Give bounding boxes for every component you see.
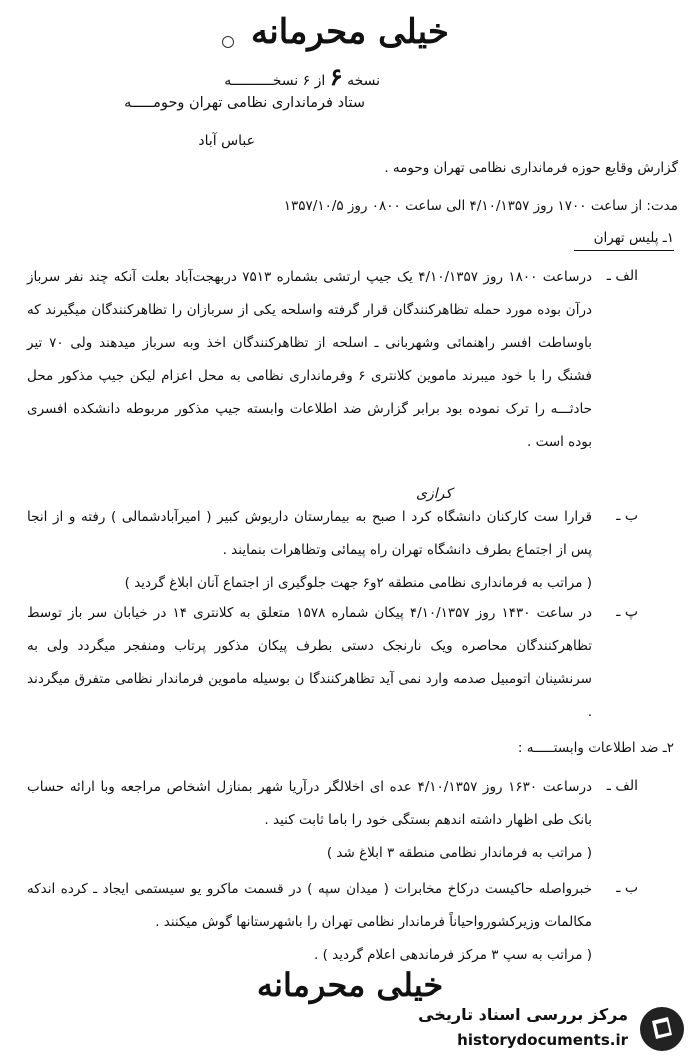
top-classification-stamp: خیلی محرمانه [251, 12, 449, 52]
item-2b-note: ( مراتب به سپ ۳ مرکز فرماندهی اعلام گردید ) . [314, 947, 592, 963]
copy-prefix: نسخه [347, 73, 380, 89]
item-1c-body: در ساعت ۱۴۳۰ روز ۴/۱۰/۱۳۵۷ پیکان شماره ۱۵۷۸ متعلق به کلانتری ۱۴ در خیابان سر باز توسط تظاهرکنندگان محاصره ویک نارنجک دستی بطرف پیکان مذکور پرتاب ومنفجر میگردد ولی به سرنشینان اتومبیل صدمه وارد نمی آید تظاهرکنندگا ن بوسیله ماموین فرماندار نظامی متفرق میگردند . [27, 605, 593, 720]
section-2-title: ۲ـ ضد اطلاعات وابستـــــه : [517, 740, 674, 756]
item-2a-text [27, 771, 592, 870]
item-1a-letter: الف ـ [606, 268, 638, 284]
binder-hole-icon [222, 36, 234, 48]
item-1b-note: ( مراتب به فرمانداری نظامی منطقه ۲و۶ جهت جلوگیری از اجتماع آنان ابلاغ گردید ) [124, 575, 592, 591]
section-1-underline [574, 250, 674, 251]
headquarters-line: ستاد فرمانداری نظامی تهران وحومـــــه [124, 95, 365, 111]
place-line: عباس آباد [198, 133, 255, 149]
item-2a-body: درساعت ۱۶۳۰ روز ۴/۱۰/۱۳۵۷ عده ای اخلالگر درآریا شهر بمنازل اشخاص مراجعه وبا ارائه حساب بانک طی اظهار داشته اندهم بستگی خود را باما ثابت کنید . [27, 779, 592, 828]
handwritten-annotation: کرازی [416, 486, 452, 502]
copy-suffix: از ۶ نسخــــــــــه [224, 73, 326, 89]
watermark-title: مرکز بررسی اسناد تاریخی [418, 1005, 628, 1024]
item-2a-note: ( مراتب به فرماندار نظامی منطقه ۳ ابلاغ شد ) [326, 845, 592, 861]
report-period: مدت: از ساعت ۱۷۰۰ روز ۴/۱۰/۱۳۵۷ الی ساعت ۰۸۰۰ روز ۱۳۵۷/۱۰/۵ [283, 198, 678, 214]
report-subject: گزارش وقایع حوزه فرمانداری نظامی تهران وحومه . [384, 160, 678, 176]
item-2b-text [27, 873, 592, 972]
archive-watermark [418, 1003, 688, 1055]
item-2b-body: خبرواصله حاکیست درکاخ مخابرات ( میدان سپه ) در قسمت ماکرو یو سیستمی ایجاد ـ کرده اندکه مکالمات وزیرکشورواحیاناً فرماندار نظامی تهران را باشهرستانها گوش میکنند . [27, 881, 592, 930]
copy-number-line [224, 62, 380, 91]
item-1a-body: درساعت ۱۸۰۰ روز ۴/۱۰/۱۳۵۷ یک جیپ ارتشی بشماره ۷۵۱۳ دربهجت‌آباد بعلت آنکه چند نفر سرباز درآن بوده مورد حمله تظاهرکنندگان قرار گرفته واسلحه یکی از سربازان را تظاهرکنندگان میگیرند که باوساطت افسر راهنمائی وشهربانی ـ اسلحه از تظاهرکنندگان اخذ وبه سرباز میدهند ولی ۷۰ تیر فشنگ را با خود میبرند ماموین کلانتری ۶ وفرمانداری نظامی به محل اعزام لیکن جیپ مذکور محل حادثـــه را ترک نموده بود برابر گزارش ضد اطلاعات وابسته جیپ مذکور مربوطه دانشکده افسری بوده است . [27, 269, 593, 450]
item-1a-text [27, 261, 592, 459]
archive-logo-icon [638, 1005, 686, 1053]
item-2b-letter: ب ـ [616, 880, 638, 896]
item-1b-text [27, 501, 592, 600]
item-1c-text [27, 597, 592, 729]
item-1b-body: قرارا ست کارکنان دانشگاه کرد ا صبح به بیمارستان داریوش کبیر ( امیرآبادشمالی ) رفته و از انجا پس از اجتماع بطرف دانشگاه تهران راه پیمائی وتظاهرات بنمایند . [27, 509, 592, 558]
item-2a-letter: الف ـ [606, 778, 638, 794]
copy-number: ۶ [329, 62, 343, 91]
bottom-classification-stamp: خیلی محرمانه [256, 966, 444, 1004]
watermark-url: historydocuments.ir [457, 1031, 628, 1049]
item-1c-letter: پ ـ [616, 604, 638, 620]
section-1-title: ۱ـ پلیس تهران [593, 230, 674, 246]
item-1b-letter: ب ـ [616, 508, 638, 524]
